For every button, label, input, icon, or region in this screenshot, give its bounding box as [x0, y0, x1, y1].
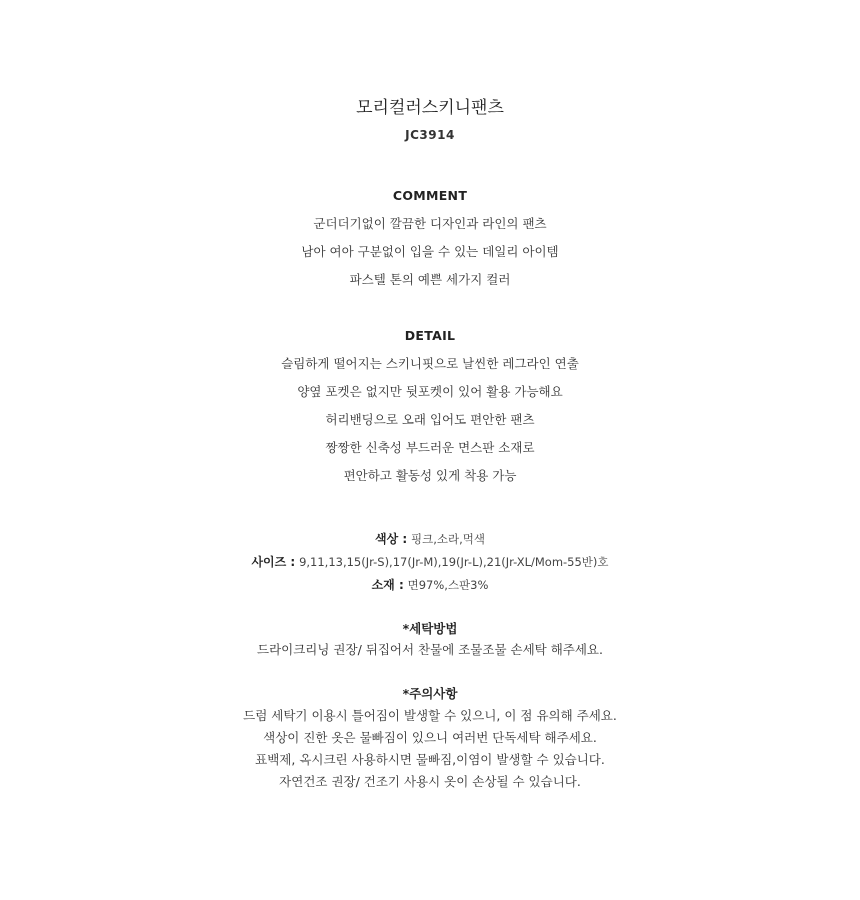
caution-line: 색상이 진한 옷은 물빠짐이 있으니 여러번 단독세탁 해주세요.	[263, 730, 597, 745]
detail-line: 허리밴딩으로 오래 입어도 편안한 팬츠	[325, 412, 535, 427]
caution-line: 드럼 세탁기 이용시 틀어짐이 발생할 수 있으니, 이 점 유의해 주세요.	[243, 708, 617, 723]
caution-heading: *주의사항	[402, 686, 458, 701]
product-code: JC3914	[405, 128, 455, 142]
color-value: 핑크,소라,먹색	[411, 532, 485, 546]
comment-line: 남아 여아 구분없이 입을 수 있는 데일리 아이템	[301, 244, 559, 259]
size-spec	[0, 553, 860, 571]
material-spec	[0, 576, 860, 594]
washing-text: 드라이크리닝 권장/ 뒤집어서 찬물에 조물조물 손세탁 해주세요.	[257, 642, 603, 657]
material-value: 면97%,스판3%	[407, 578, 489, 592]
detail-line: 짱짱한 신축성 부드러운 면스판 소재로	[325, 440, 535, 455]
detail-heading: DETAIL	[404, 328, 456, 343]
washing-heading: *세탁방법	[402, 621, 458, 636]
caution-line: 자연건조 권장/ 건조기 사용시 옷이 손상될 수 있습니다.	[279, 774, 581, 789]
comment-heading: COMMENT	[392, 188, 468, 203]
caution-line: 표백제, 옥시크린 사용하시면 물빠짐,이염이 발생할 수 있습니다.	[255, 752, 605, 767]
color-spec	[0, 530, 860, 548]
comment-line: 파스텔 톤의 예쁜 세가지 컬러	[349, 272, 511, 287]
detail-line: 양옆 포켓은 없지만 뒷포켓이 있어 활용 가능해요	[297, 384, 563, 399]
size-value: 9,11,13,15(Jr-S),17(Jr-M),19(Jr-L),21(Jr-XL/Mom-55반)호	[299, 555, 609, 569]
color-label: 색상 :	[375, 532, 408, 546]
detail-line: 슬림하게 떨어지는 스키니핏으로 날씬한 레그라인 연출	[281, 356, 579, 371]
detail-line: 편안하고 활동성 있게 착용 가능	[343, 468, 517, 483]
comment-line: 군더더기없이 깔끔한 디자인과 라인의 팬츠	[313, 216, 547, 231]
product-name: 모리컬러스키니팬츠	[356, 98, 504, 118]
material-label: 소재 :	[371, 578, 404, 592]
size-label: 사이즈 :	[251, 555, 296, 569]
